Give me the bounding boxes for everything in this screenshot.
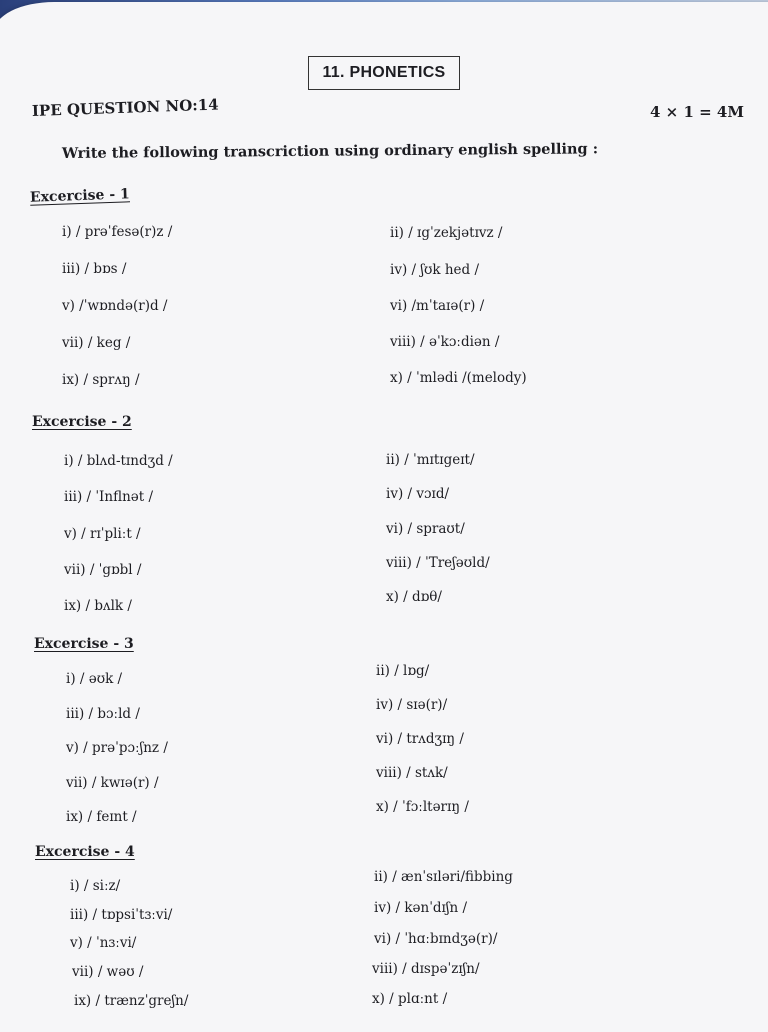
exercise-3-item: ix) / feɪnt / xyxy=(66,809,137,825)
exercise-4-item: x) / plɑːnt / xyxy=(372,991,448,1007)
exercise-1-item: v) /ˈwɒndə(r)d / xyxy=(62,298,168,314)
exercise-3-item: ii) / lɒg/ xyxy=(376,663,430,679)
exercise-2-heading: Excercise - 2 xyxy=(32,414,132,430)
exercise-4-item: ix) / trænzˈgreʃn/ xyxy=(74,993,189,1009)
exercise-2-item: iv) / vɔɪd/ xyxy=(386,486,450,502)
exercise-3-item: x) / ˈfɔːltərɪŋ / xyxy=(376,799,469,815)
exercise-2-item: ix) / bʌlk / xyxy=(64,598,132,614)
exercise-2-item: iii) / ˈInflnət / xyxy=(64,489,154,505)
exercise-1-item: i) / prəˈfesə(r)z / xyxy=(62,224,173,240)
exercise-4-item: iv) / kənˈdɪʃn / xyxy=(374,900,468,916)
exercise-1-item: vi) /mˈtaɪə(r) / xyxy=(390,298,485,314)
exercise-3-item: v) / prəˈpɔːʃnz / xyxy=(66,740,168,756)
exercise-1-item: vii) / keg / xyxy=(62,335,131,351)
exercise-3-item: vii) / kwɪə(r) / xyxy=(66,775,159,791)
exercise-4-heading: Excercise - 4 xyxy=(35,844,135,860)
exercise-2-item: v) / rɪˈpliːt / xyxy=(64,526,141,542)
exercise-3-item: i) / əʊk / xyxy=(66,671,123,687)
exercise-1-item: iv) / ʃʊk hed / xyxy=(390,262,480,278)
exercise-1-heading: Excercise - 1 xyxy=(29,186,131,206)
question-label: IPE QUESTION NO:14 xyxy=(31,95,219,120)
exercise-2-item: vi) / spraʊt/ xyxy=(386,521,465,537)
exercise-3-item: iv) / sɪə(r)/ xyxy=(376,697,448,713)
exercise-1-item: ii) / ɪgˈzekjətɪvz / xyxy=(390,225,503,241)
exercise-2-item: ii) / ˈmɪtɪgeɪt/ xyxy=(386,452,475,468)
instruction-text: Write the following transcriction using ordinary english spelling : xyxy=(61,140,599,162)
exercise-3-item: iii) / bɔːld / xyxy=(66,706,140,722)
marks-label: 4 × 1 = 4M xyxy=(650,103,744,121)
exercise-1-item: x) / ˈmlədi /(melody) xyxy=(390,370,527,386)
exercise-1-item: ix) / sprʌŋ / xyxy=(62,372,140,388)
exercise-1-item: viii) / əˈkɔːdiən / xyxy=(390,334,500,350)
exercise-4-item: i) / siːz/ xyxy=(70,878,121,894)
exercise-2-item: i) / blʌd-tɪndʒd / xyxy=(64,453,173,469)
exercise-4-item: v) / ˈnɜːvi/ xyxy=(70,935,137,951)
page-title: 11. PHONETICS xyxy=(308,56,460,90)
exercise-4-item: vii) / wəʊ / xyxy=(72,964,144,980)
exercise-1-item: iii) / bɒs / xyxy=(62,261,127,277)
exercise-3-item: vi) / trʌdʒɪŋ / xyxy=(376,731,464,747)
exercise-4-item: viii) / dɪspəˈzɪʃn/ xyxy=(372,961,480,977)
exercise-2-item: viii) / ˈTreʃəʊld/ xyxy=(386,555,490,571)
exercise-2-item: vii) / ˈgɒbl / xyxy=(64,562,142,578)
exercise-4-item: vi) / ˈhɑːbɪndʒə(r)/ xyxy=(374,931,498,947)
exercise-4-item: ii) / ænˈsɪləri/fibbing xyxy=(374,869,513,885)
exercise-2-item: x) / dɒθ/ xyxy=(386,589,442,605)
exercise-3-heading: Excercise - 3 xyxy=(34,636,134,652)
exercise-4-item: iii) / tɒpsiˈtɜːvi/ xyxy=(70,907,173,923)
exercise-3-item: viii) / stʌk/ xyxy=(376,765,448,781)
